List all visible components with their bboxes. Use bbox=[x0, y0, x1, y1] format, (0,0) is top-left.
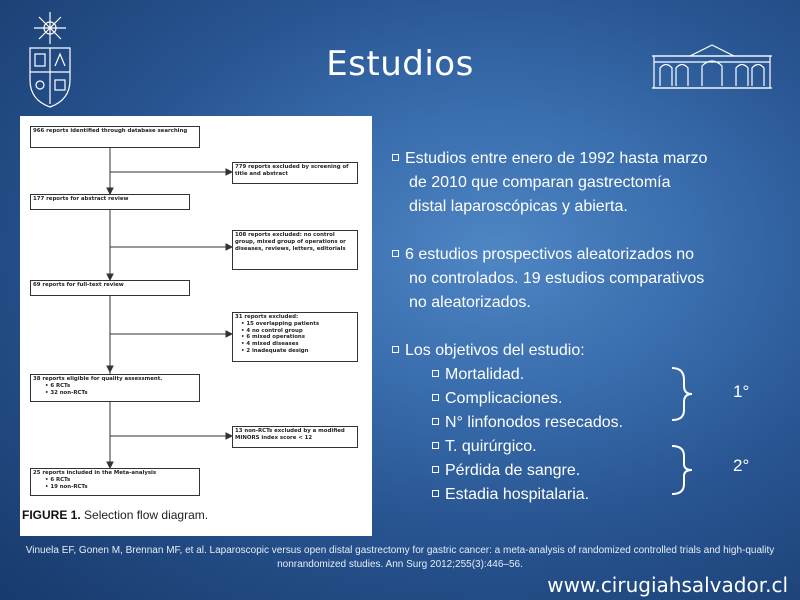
brace-label-primary: 1° bbox=[733, 382, 750, 401]
flow-box-item: • 4 no control group bbox=[241, 327, 303, 334]
flow-box-item: • 4 mixed diseases bbox=[241, 341, 299, 347]
sub-bullet-item bbox=[432, 390, 562, 408]
bullet-continuation: no controlados. 19 estudios comparativos bbox=[409, 270, 705, 287]
brace-label-secondary: 2° bbox=[733, 456, 750, 475]
flow-box-item: • 6 RCTs bbox=[45, 476, 71, 483]
sub-bullet-item bbox=[432, 438, 537, 456]
flow-box-item: • 15 overlapping patients bbox=[241, 320, 320, 327]
square-bullet-icon bbox=[392, 154, 399, 161]
square-bullet-icon bbox=[432, 394, 439, 401]
flow-box-excluded-minors: 13 non-RCTs excluded by a modified MINORS index score < 12 bbox=[232, 426, 358, 448]
square-bullet-icon bbox=[432, 490, 439, 497]
flow-box-item: • 6 mixed operations bbox=[241, 334, 305, 341]
bullet-continuation: no aleatorizados. bbox=[409, 294, 531, 311]
flow-box-item: • 19 non-RCTs bbox=[45, 483, 88, 490]
flow-box-title: 25 reports included in the Meta-analysis bbox=[33, 470, 157, 476]
curly-brace-icon bbox=[668, 360, 708, 500]
flow-diagram-figure bbox=[20, 116, 372, 536]
flow-box-abstract-review: 177 reports for abstract review bbox=[30, 194, 190, 210]
sub-bullet-text: Estadia hospitalaria. bbox=[445, 486, 590, 503]
square-bullet-icon bbox=[432, 442, 439, 449]
flow-box-title: 38 reports eligible for quality assessment. bbox=[33, 376, 163, 382]
sub-bullet-text: Mortalidad. bbox=[445, 366, 525, 383]
flow-box-excluded-fulltext bbox=[232, 312, 358, 362]
figure-caption bbox=[22, 508, 208, 522]
sub-bullet-item bbox=[432, 366, 524, 384]
website-url: www.cirugiahsalvador.cl bbox=[547, 573, 788, 597]
flow-box-title: 31 reports excluded: bbox=[235, 314, 299, 320]
bullet-text: Los objetivos del estudio: bbox=[405, 342, 585, 359]
bullet-continuation: distal laparoscópicas y abierta. bbox=[409, 198, 628, 215]
bullet-text: Estudios entre enero de 1992 hasta marzo bbox=[405, 150, 708, 167]
square-bullet-icon bbox=[392, 346, 399, 353]
flow-box-included bbox=[30, 468, 200, 496]
square-bullet-icon bbox=[432, 418, 439, 425]
sub-bullet-text: T. quirúrgico. bbox=[445, 438, 537, 455]
building-logo-icon bbox=[650, 42, 774, 92]
sub-bullet-text: Pérdida de sangre. bbox=[445, 462, 581, 479]
bullet-text: 6 estudios prospectivos aleatorizados no bbox=[405, 246, 695, 263]
sub-bullet-text: Complicaciones. bbox=[445, 390, 563, 407]
flow-box-item: • 2 inadequate design bbox=[241, 347, 309, 354]
sub-bullet-item bbox=[432, 462, 580, 480]
square-bullet-icon bbox=[432, 370, 439, 377]
flow-box-excluded-screening: 779 reports excluded by screening of title and abstract bbox=[232, 162, 358, 184]
bullet-item bbox=[392, 150, 707, 168]
flow-box-eligible bbox=[30, 374, 200, 402]
flow-box-item: • 6 RCTs bbox=[45, 382, 71, 389]
sub-bullet-item bbox=[432, 414, 623, 432]
bullet-item bbox=[392, 246, 694, 264]
sub-bullet-text: N° linfonodos resecados. bbox=[445, 414, 624, 431]
square-bullet-icon bbox=[432, 466, 439, 473]
figure-caption-text: Selection flow diagram. bbox=[80, 508, 209, 522]
flow-box-excluded-abstract: 108 reports excluded: no control group, mixed group of operations or diseases, reviews, letters, editorials bbox=[232, 230, 358, 270]
citation-reference: Vinuela EF, Gonen M, Brennan MF, et al. Laparoscopic versus open distal gastrectomy for gastric cancer: a meta-analysis of randomized controlled trials and high-quality nonrandomized studies. Ann Surg 2012;255(3):446–56. bbox=[25, 545, 775, 570]
flow-box-fulltext-review: 69 reports for full-text review bbox=[30, 280, 190, 296]
figure-caption-prefix: FIGURE 1. bbox=[22, 508, 81, 522]
flow-box-item: • 32 non-RCTs bbox=[45, 389, 88, 396]
square-bullet-icon bbox=[392, 250, 399, 257]
flow-box-identified: 966 reports identified through database searching bbox=[30, 126, 200, 148]
slide-title: Estudios bbox=[326, 44, 474, 84]
sub-bullet-item bbox=[432, 486, 589, 504]
bullet-continuation: de 2010 que comparan gastrectomía bbox=[409, 174, 671, 191]
bullet-item bbox=[392, 342, 585, 360]
